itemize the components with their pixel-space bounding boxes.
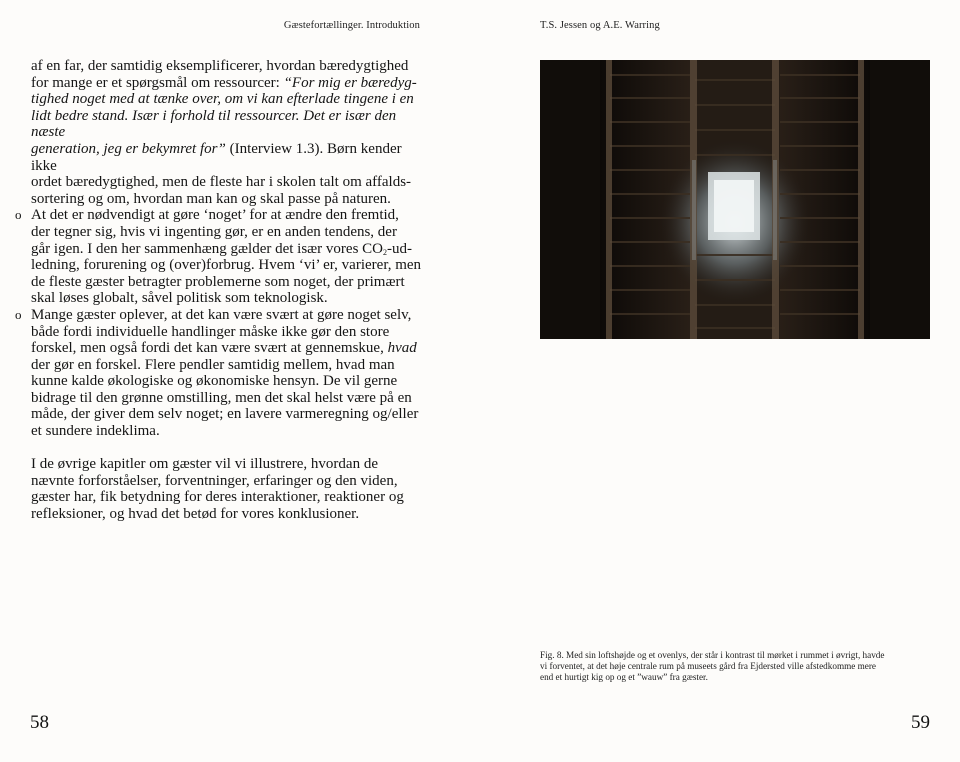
bullet-circle-icon: o [15,306,22,322]
text-line: refleksioner, og hvad det betød for vores konklusioner. [31,506,360,523]
paragraph-closing [31,456,423,522]
text-line: nævnte forforståelser, forventninger, erfaringer og den viden, [31,472,398,489]
text-line: for mange er et spørgsmål om ressourcer: [31,74,284,91]
caption-line: end et hurtigt kig op og et ”wauw” fra gæster. [540,672,708,682]
text-line: forskel, men også fordi det kan være svært at gennemskue, [31,340,388,357]
barn-loft-photo [540,60,930,339]
caption-line: vi forventet, at det høje centrale rum på museets gård fra Ejdersted ville afstedkomme mere [540,661,876,671]
text-line: gæster har, fik betydning for deres interaktioner, reaktioner og [31,489,404,506]
paragraph-gap [31,440,423,457]
text-line: I de øvrige kapitler om gæster vil vi illustrere, hvordan de [31,456,378,473]
text-line: -ud- [387,240,413,257]
text-line: der gør en forskel. Flere pendler samtidig mellem, hvad man [31,356,395,373]
text-line: ordet bæredygtighed, men de fleste har i skolen talt om affalds- [31,174,412,191]
caption-line: Fig. 8. Med sin loftshøjde og et ovenlys, der står i kontrast til mørket i rummet i øvrigt, havde [540,650,885,660]
figure-photo [540,60,930,339]
text-line: af en far, der samtidig eksemplificerer, hvordan bæredygtighed [31,58,409,74]
running-head-right: T.S. Jessen og A.E. Warring [540,20,660,31]
text-line: At det er nødvendigt at gøre ‘noget’ for at ændre den fremtid, [31,207,399,224]
text-line: Mange gæster oplever, at det kan være svært at gøre noget selv, [31,306,412,323]
text-line: går igen. I den her sammenhæng gælder det især vores CO [31,240,384,257]
text-line: de fleste gæster betragter problemerne som noget, der primært [31,273,405,290]
body-text [15,58,423,523]
text-line: både fordi individuelle handlinger måske ikke gør den store [31,323,390,340]
quote-text: generation, jeg er bekymret for” [31,140,226,157]
co2-subscript: 2 [383,247,388,257]
page-number-right: 59 [911,712,930,733]
quote-text: tighed noget med at tænke over, om vi kan efterlade tingene i en [31,91,414,108]
interview-reference: (Interview 1.3). Børn kender ikke [31,140,402,174]
running-head-left: Gæstefortællinger. Introduktion [283,20,420,31]
text-line: måde, der giver dem selv noget; en lavere varmeregning og/eller [31,406,419,423]
text-line: sortering og om, hvordan man kan og skal passe på naturen. [31,190,391,207]
bullet-item [15,306,423,440]
text-line: ledning, forurening og (over)forbrug. Hvem ‘vi’ er, varierer, men [31,257,422,274]
page-number-left: 58 [30,712,49,733]
quote-text: lidt bedre stand. Især i forhold til ressourcer. Det er især den næste [31,107,397,141]
text-line: kunne kalde økologiske og økonomiske hensyn. De vil gerne [31,373,398,390]
text-line: et sundere indeklima. [31,423,160,440]
bullet-item [15,207,423,307]
figure-caption [540,650,932,683]
text-line: skal løses globalt, såvel politisk som teknologisk. [31,290,328,307]
text-line: bidrage til den grønne omstilling, men det skal helst være på en [31,389,412,406]
text-line: der tegner sig, hvis vi ingenting gør, er en anden tendens, der [31,223,397,240]
bullet-circle-icon: o [15,207,22,223]
emphasis-word: hvad [387,340,417,357]
paragraph-continuation [31,58,423,207]
quote-text: “For mig er bæredyg- [283,74,417,91]
